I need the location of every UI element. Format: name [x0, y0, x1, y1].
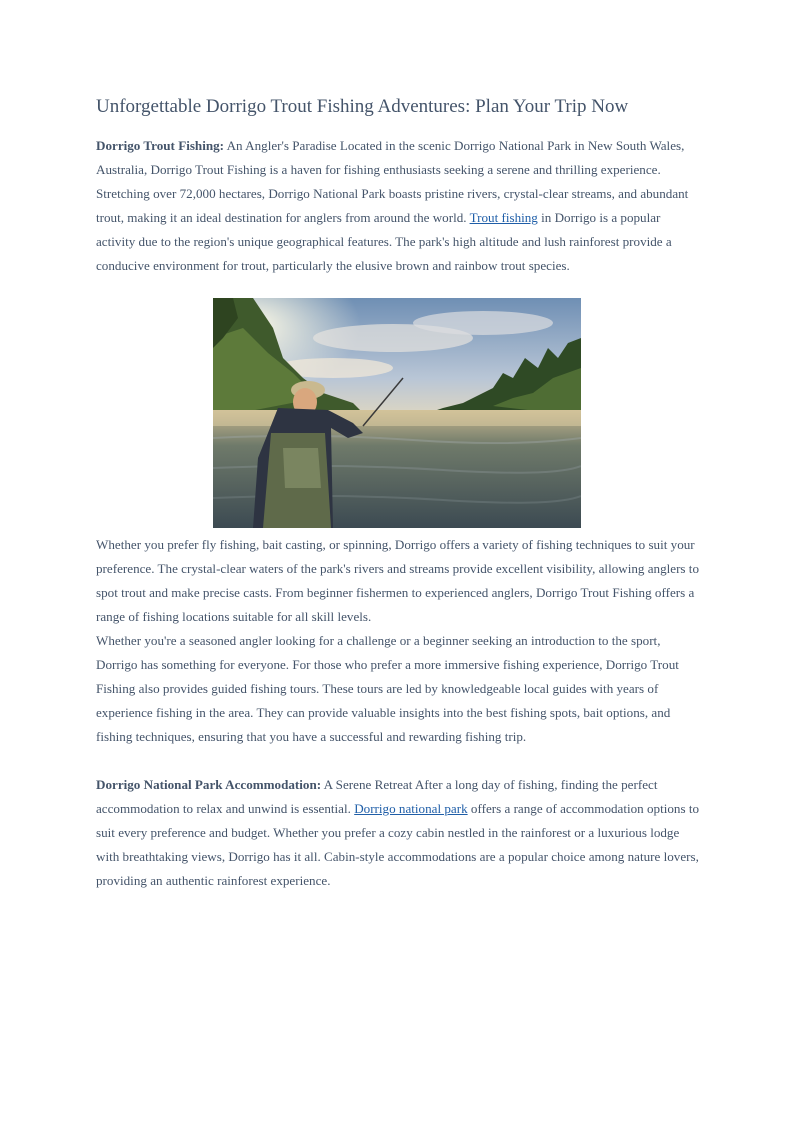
accommodation-text-a: A Serene Retreat After a long day of fishing, finding the perfect accommodation to relax and unwind is essential.	[96, 777, 658, 816]
fishing-photo	[213, 298, 581, 528]
intro-text-b: in Dorrigo is a popular activity due to the region's unique geographical features. The park's high altitude and lush rainforest provide a conducive environment for trout, particularly the elusive brown and rainbow trout species.	[96, 210, 672, 273]
techniques-paragraph	[96, 533, 700, 749]
intro-paragraph	[96, 134, 700, 278]
dorrigo-national-park-link[interactable]: Dorrigo national park	[354, 801, 468, 816]
accommodation-paragraph	[96, 773, 700, 893]
accommodation-text-b: offers a range of accommodation options to suit every preference and budget. Whether you prefer a cozy cabin nestled in the rainforest or a luxurious lodge with breathtaking views, Dorrigo has it all. Cabin-style accommodations are a popular choice among nature lovers, providing an authentic rainforest experience.	[96, 801, 700, 888]
accommodation-lead: Dorrigo National Park Accommodation:	[96, 777, 322, 792]
techniques-text-a: Whether you prefer fly fishing, bait casting, or spinning, Dorrigo offers a variety of fishing techniques to suit your preference. The crystal-clear waters of the park's rivers and streams provide excellent visibility, allowing anglers to spot trout and make precise casts. From beginner fishermen to experienced anglers, Dorrigo Trout Fishing offers a range of fishing locations suitable for all skill levels.	[96, 537, 699, 624]
intro-lead: Dorrigo Trout Fishing:	[96, 138, 225, 153]
intro-text-a: An Angler's Paradise Located in the scenic Dorrigo National Park in New South Wales, Australia, Dorrigo Trout Fishing is a haven for fishing enthusiasts seeking a serene and thrilling experience. Stretching over 72,000 hectares, Dorrigo National Park boasts pristine rivers, crystal-clear streams, and abundant trout, making it an ideal destination for anglers from around the world.	[96, 138, 689, 225]
page-title: Unforgettable Dorrigo Trout Fishing Adventures: Plan Your Trip Now	[96, 96, 629, 117]
techniques-text-b: Whether you're a seasoned angler looking for a challenge or a beginner seeking an introduction to the sport, Dorrigo has something for everyone. For those who prefer a more immersive fishing experience, Dorrigo Trout Fishing also provides guided fishing tours. These tours are led by knowledgeable local guides with years of experience fishing in the area. They can provide valuable insights into the best fishing spots, bait options, and fishing techniques, ensuring that you have a successful and rewarding fishing trip.	[96, 633, 679, 744]
trout-fishing-link[interactable]: Trout fishing	[469, 210, 538, 225]
